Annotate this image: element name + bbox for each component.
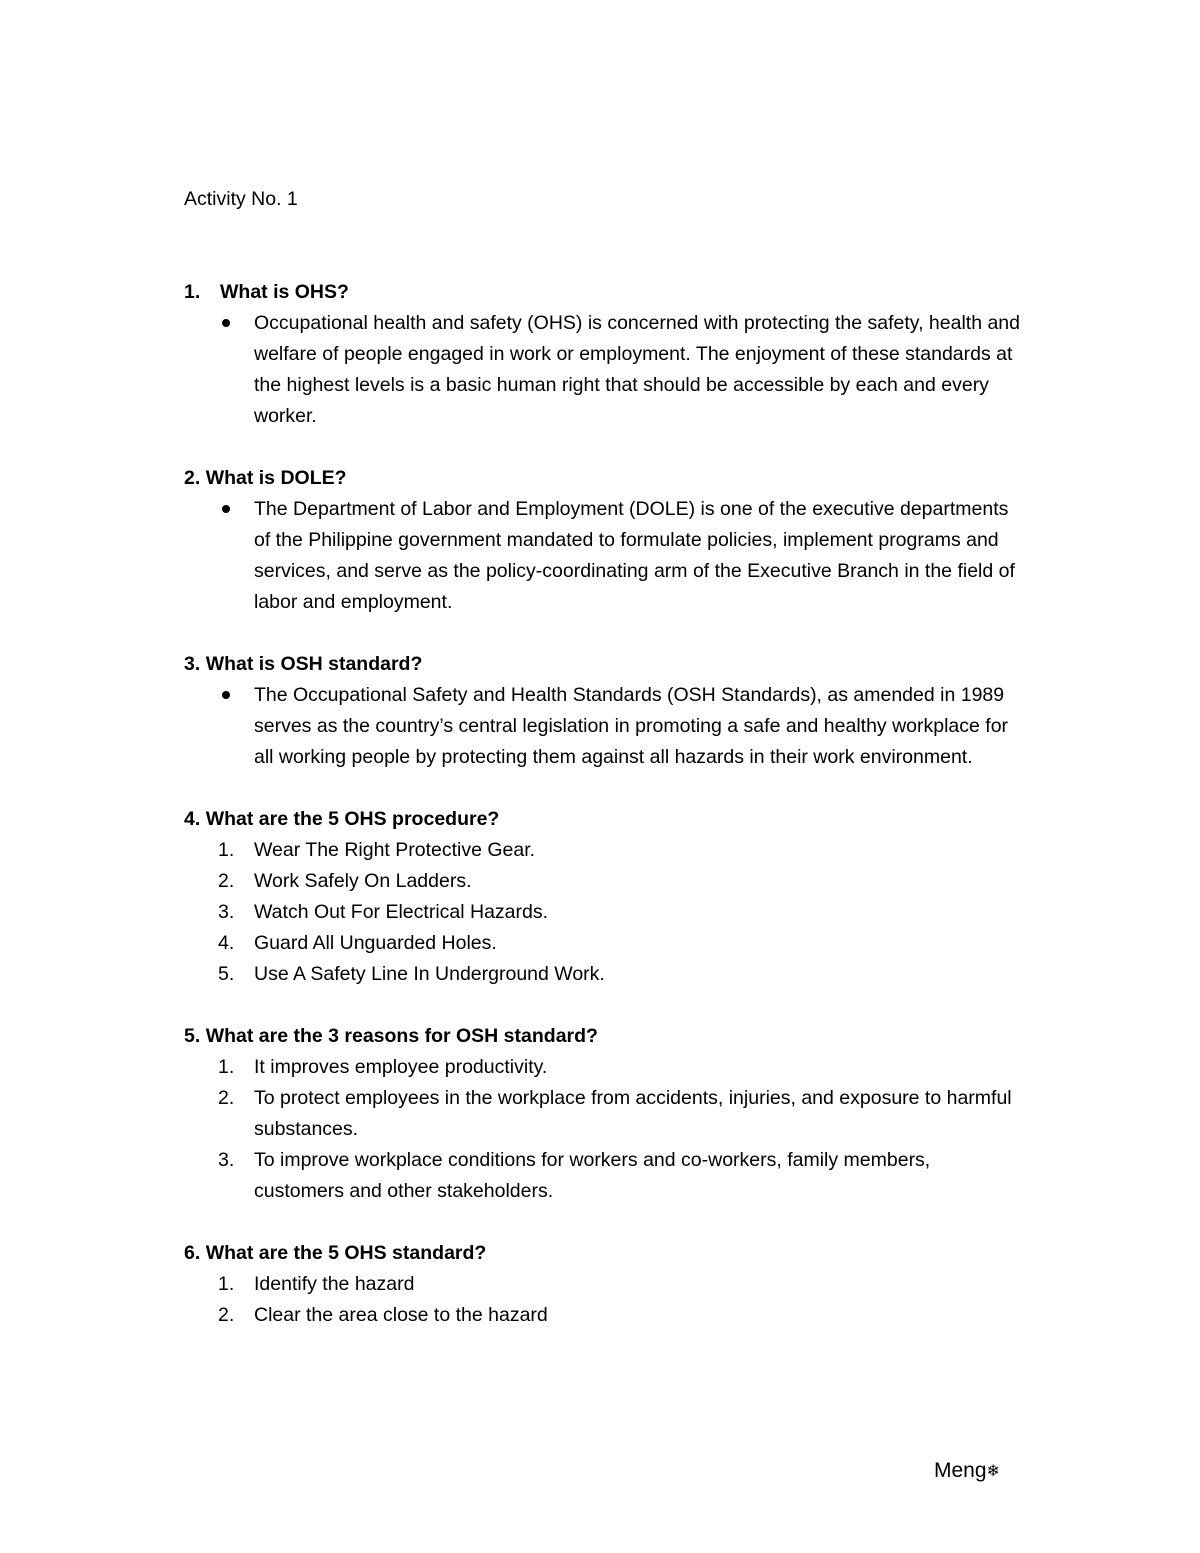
list-item-number: 1. [218, 1273, 235, 1295]
list-item-text: To protect employees in the workplace from accidents, injuries, and exposure to harmful substances. [254, 1087, 1012, 1140]
list-item [184, 1145, 1024, 1207]
list-item [184, 959, 1024, 990]
list-item-number: 2. [218, 870, 235, 892]
question-text: What is DOLE? [205, 467, 347, 489]
list-item [184, 1052, 1024, 1083]
bullet-icon [222, 505, 230, 513]
question-text: What are the 5 OHS standard? [205, 1242, 487, 1264]
activity-title: Activity No. 1 [184, 188, 298, 210]
question-heading [184, 463, 1024, 494]
list-item [184, 1269, 1024, 1300]
question-heading [184, 649, 1024, 680]
list-item-text: Wear The Right Protective Gear. [254, 839, 536, 861]
answer-text: The Department of Labor and Employment (DOLE) is one of the executive departments of the Philippine government mandated to formulate policies, implement programs and services, and serve as the policy-coordinating arm of the Executive Branch in the field of labor and employment. [254, 498, 1015, 613]
bullet-icon [222, 691, 230, 699]
list-item-text: Watch Out For Electrical Hazards. [254, 901, 549, 923]
question-heading [184, 1021, 1024, 1052]
list-item-number: 2. [218, 1087, 235, 1109]
list-item [184, 1300, 1024, 1331]
question-number: 1. [184, 281, 201, 303]
section-4 [184, 804, 1024, 990]
bullet-icon [222, 319, 230, 327]
question-heading [184, 277, 1024, 308]
list-item [184, 866, 1024, 897]
question-text: What are the 3 reasons for OSH standard? [205, 1025, 598, 1047]
list-item-number: 3. [218, 901, 235, 923]
list-item [184, 1083, 1024, 1145]
question-text: What are the 5 OHS procedure? [205, 808, 500, 830]
list-item-text: Use A Safety Line In Underground Work. [254, 963, 605, 985]
list-item [184, 897, 1024, 928]
document-body [184, 184, 1024, 1362]
list-item [184, 835, 1024, 866]
question-number: 6. [184, 1242, 201, 1264]
list-item-number: 1. [218, 1056, 235, 1078]
answer-bullet [184, 308, 1024, 432]
list-item-text: Guard All Unguarded Holes. [254, 932, 497, 954]
list-item-number: 5. [218, 963, 235, 985]
section-2 [184, 463, 1024, 618]
signature-text: Meng [934, 1459, 987, 1482]
answer-bullet [184, 680, 1024, 773]
question-heading [184, 804, 1024, 835]
list-item-number: 2. [218, 1304, 235, 1326]
list-item-text: Clear the area close to the hazard [254, 1304, 548, 1326]
list-item-number: 3. [218, 1149, 235, 1171]
list-item-text: It improves employee productivity. [254, 1056, 548, 1078]
answer-bullet [184, 494, 1024, 618]
list-item-number: 1. [218, 839, 235, 861]
question-number: 2. [184, 467, 201, 489]
section-5 [184, 1021, 1024, 1207]
question-heading [184, 1238, 1024, 1269]
answer-text: The Occupational Safety and Health Standards (OSH Standards), as amended in 1989 serves as the country’s central legislation in promoting a safe and healthy workplace for all working people by protecting them against all hazards in their work environment. [254, 684, 1009, 768]
question-text: What is OHS? [220, 281, 349, 303]
list-item-text: Identify the hazard [254, 1273, 415, 1295]
question-text: What is OSH standard? [205, 653, 423, 675]
signature [934, 1456, 1000, 1487]
question-number: 4. [184, 808, 201, 830]
snowflake-icon: ❄ [986, 1463, 1000, 1480]
question-number: 3. [184, 653, 201, 675]
list-item-text: Work Safely On Ladders. [254, 870, 472, 892]
section-1 [184, 277, 1024, 432]
list-item [184, 928, 1024, 959]
list-item-text: To improve workplace conditions for workers and co-workers, family members, customers and other stakeholders. [254, 1149, 931, 1202]
section-3 [184, 649, 1024, 773]
list-item-number: 4. [218, 932, 235, 954]
answer-text: Occupational health and safety (OHS) is concerned with protecting the safety, health and welfare of people engaged in work or employment. The enjoyment of these standards at the highest levels is a basic human right that should be accessible by each and every worker. [254, 312, 1020, 427]
question-number: 5. [184, 1025, 201, 1047]
section-6 [184, 1238, 1024, 1331]
